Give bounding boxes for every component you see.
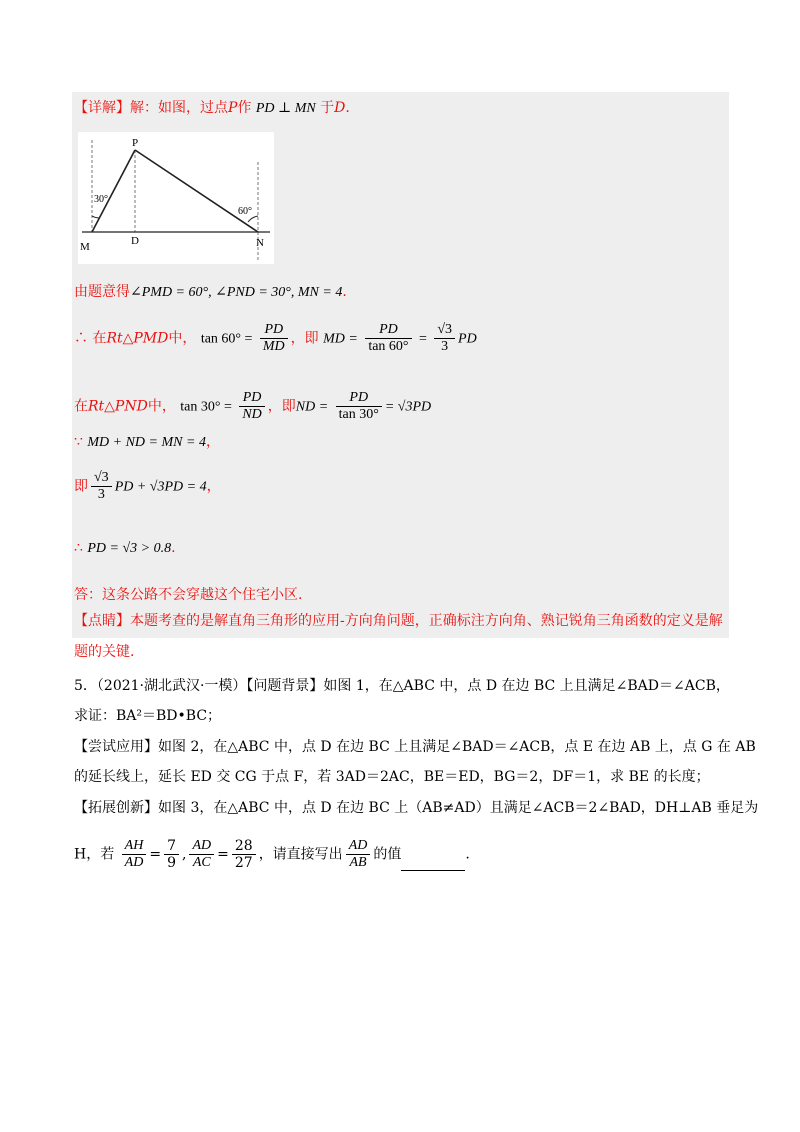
comment-line-1: 【点睛】本题考查的是解直角三角形的应用-方向角问题，正确标注方向角、熟记锐角三角函数的定义是解 [74, 613, 723, 629]
fraction-pd-md [260, 322, 288, 355]
line5-prefix: 即 [74, 478, 88, 495]
line2-eq: = [418, 331, 427, 347]
frac-den: 27 [234, 855, 253, 871]
frac-num: 7 [164, 838, 179, 855]
line2-tail: PD [458, 331, 477, 347]
because-symbol: ∵ [74, 434, 83, 450]
fraction-pd-tan60 [365, 322, 411, 355]
line5-end: ， [206, 478, 221, 495]
frac-num: 28 [232, 838, 256, 855]
frac-den: 3 [97, 487, 105, 502]
line3-mid: 中， [147, 398, 176, 415]
frac-num: PD [336, 390, 382, 407]
line6-mid: ，请直接写出 [258, 846, 343, 863]
detail-tag: 【详解】 [74, 100, 130, 116]
fraction-28-27 [232, 838, 256, 871]
frac-num: √3 [91, 470, 112, 487]
intro-yu: 于 [320, 100, 335, 116]
fraction-ah-ad [122, 838, 147, 871]
line5-math: PD + √3PD = 4 [114, 479, 207, 495]
intro-point-d: D [334, 100, 346, 116]
comma: , [182, 846, 187, 863]
solution-line-3 [74, 390, 431, 423]
intro-text: 解：如图，过点 [130, 100, 228, 116]
fraction-ad-ac [189, 838, 214, 871]
solution-line-5 [74, 470, 221, 503]
line4-end: ， [205, 434, 220, 450]
frac-num: AD [346, 838, 371, 855]
answer-line: 答：这条公路不会穿越这个住宅小区. [74, 587, 303, 603]
side-pn [135, 150, 258, 232]
line2-tan: tan 60° = [200, 331, 253, 347]
frac-den: ND [242, 407, 262, 422]
fraction-pd-tan30 [336, 390, 382, 423]
frac-num: AD [189, 838, 214, 855]
frac-den: tan 30° [338, 407, 379, 422]
eq1: = [149, 846, 162, 863]
line3-lhs: ND = [295, 399, 329, 415]
frac-den: AC [192, 855, 211, 870]
line1-math: ∠PMD = 60°, ∠PND = 30°, MN = 4 [130, 285, 343, 300]
frac-den: 3 [441, 339, 449, 354]
label-m: M [80, 241, 90, 253]
line1-text: 由题意得 [74, 284, 130, 300]
frac-num: √3 [434, 322, 455, 339]
fraction-sqrt3-3 [434, 322, 455, 355]
frac-den: AB [349, 855, 367, 870]
intro-point-p: P [228, 100, 238, 116]
label-p: P [132, 137, 139, 149]
therefore-symbol: ∴ [74, 540, 83, 556]
label-n: N [256, 237, 264, 249]
label-angle-30: 30° [94, 194, 108, 205]
eq2: = [217, 846, 229, 863]
intro-perpendicular: PD ⊥ MN [255, 101, 316, 116]
frac-num: AH [122, 838, 147, 855]
intro-end: . [345, 100, 350, 116]
line2-lhs: MD = [323, 331, 358, 347]
line2-mid: 中， [168, 330, 197, 347]
line2-triangle: Rt△PMD [106, 330, 169, 347]
line3-tail: = √3PD [384, 399, 432, 415]
line6-math: PD = √3 > 0.8 [87, 541, 172, 556]
solution-intro [74, 98, 350, 119]
line6-end: . [171, 540, 176, 556]
problem-line-2: 求证：BA²＝BD•BC； [74, 708, 222, 724]
frac-num: PD [239, 390, 264, 407]
fraction-7-9 [164, 838, 179, 871]
problem-line-5: 【拓展创新】如图 3，在△ABC 中，点 D 在边 BC 上（AB≠AD）且满足∠ACB＝2∠BAD，DH⊥AB 垂足为 [74, 800, 759, 816]
line6-dot: . [465, 846, 470, 863]
line3-prefix: 在 [74, 398, 88, 415]
label-d: D [131, 235, 139, 247]
line3-tan: tan 30° = [180, 399, 232, 415]
solution-line-4 [74, 432, 220, 453]
line6-h: H，若 [74, 846, 115, 863]
angle-arc-left [92, 216, 99, 218]
frac-den: MD [262, 339, 285, 354]
line1-end: . [342, 284, 347, 300]
solution-line-1 [74, 282, 347, 303]
problem-line-4: 的延长线上，延长 ED 交 CG 于点 F，若 3AD＝2AC，BE＝ED，BG＝2，DF＝1，求 BE 的长度； [74, 769, 710, 785]
answer-blank[interactable] [401, 856, 465, 871]
side-mp [92, 150, 135, 232]
solution-line-2 [74, 322, 477, 355]
line2-prefix: ∴ 在 [74, 330, 107, 347]
frac-num: PD [365, 322, 411, 339]
frac-den: AD [124, 855, 144, 870]
triangle-figure [78, 132, 274, 264]
problem-line-6 [74, 838, 470, 871]
solution-line-6 [74, 538, 176, 559]
fraction-pd-nd [239, 390, 264, 423]
problem-line-3: 【尝试应用】如图 2，在△ABC 中，点 D 在边 BC 上且满足∠BAD＝∠ACB，点 E 在边 AB 上，点 G 在 AB [74, 739, 756, 755]
frac-den: 9 [167, 855, 176, 871]
intro-zuo: 作 [237, 100, 252, 116]
fraction-sqrt3-3-b [91, 470, 112, 503]
line3-triangle: Rt△PND [88, 398, 148, 415]
label-angle-60: 60° [238, 206, 252, 217]
fraction-ad-ab [346, 838, 371, 871]
comment-line-2: 题的关键. [74, 644, 135, 660]
frac-den: tan 60° [368, 339, 409, 354]
frac-num: PD [260, 322, 288, 339]
line3-ji: ，即 [267, 398, 296, 415]
problem-line-1: 5．（2021·湖北武汉·一模）【问题背景】如图 1，在△ABC 中，点 D 在边 BC 上且满足∠BAD＝∠ACB， [74, 678, 730, 694]
triangle-diagram [78, 132, 274, 264]
line2-ji: ，即 [290, 330, 319, 347]
line6-end: 的值 [373, 846, 402, 863]
line4-math: MD + ND = MN = 4 [87, 435, 206, 450]
